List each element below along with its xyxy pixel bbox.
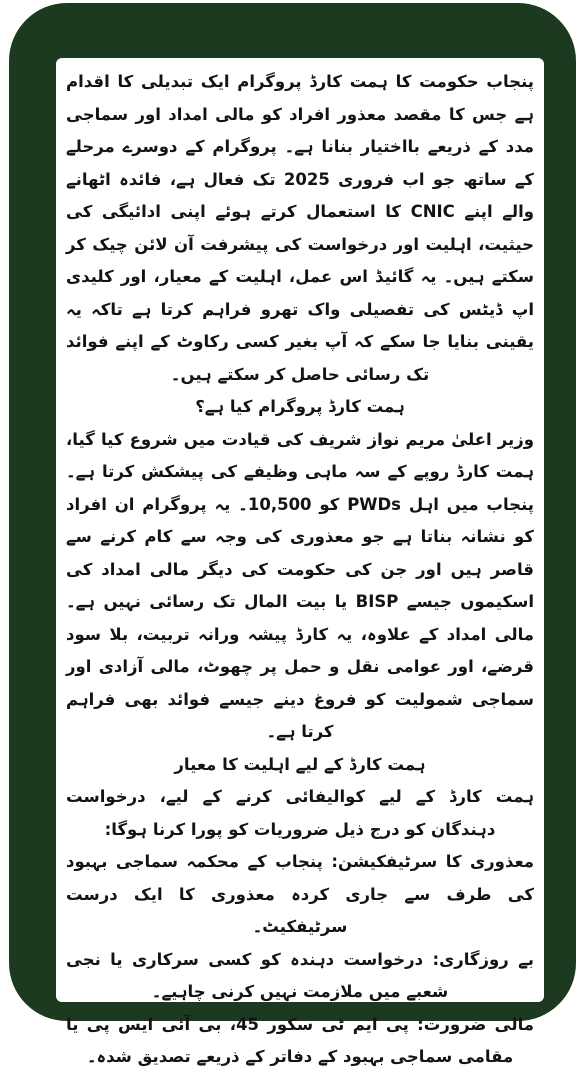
requirement-unemployment: بے روزگاری: درخواست دہندہ کو کسی سرکاری یا نجی شعبے میں ملازمت نہیں کرنی چاہیے۔ [66, 949, 534, 1001]
requirement-financial: مالی ضرورت: پی ایم ٹی سکور 45، بی آئی ایس پی یا مقامی سماجی بہبود کے دفاتر کے ذریعے تصدیق شدہ۔ [66, 1014, 534, 1066]
heading-eligibility: ہمت کارڈ کے لیے اہلیت کا معیار [174, 754, 426, 774]
eligibility-intro: ہمت کارڈ کے لیے کوالیفائی کرنے کے لیے، درخواست دہندگان کو درج ذیل ضروریات کو پورا کرنا ہوگا: [66, 787, 534, 839]
phone-notch [257, 25, 349, 45]
heading-what-is-program: ہمت کارڈ پروگرام کیا ہے؟ [195, 397, 405, 416]
phone-screen [56, 58, 544, 1066]
what-is-paragraph: وزیر اعلیٰ مریم نواز شریف کی قیادت میں شروع کیا گیا، ہمت کارڈ روپے کے سہ ماہی وظیفے کی پیشکش کرتا ہے۔ پنجاب میں اہل PWDs کو 10,500۔ یہ پروگرام ان افراد کو نشانہ بناتا ہے جو معذوری کی وجہ سے کام کرنے سے قاصر ہیں اور جن کی حکومت کی دیگر مالی امداد کی اسکیموں جیسے BISP یا بیت المال تک رسائی نہیں ہے۔ مالی امداد کے علاوہ، یہ کارڈ پیشہ ورانہ تربیت، بلا سود قرضے، اور عوامی نقل و حمل پر چھوٹ، مالی آزادی اور سماجی شمولیت کو فروغ دینے جیسے فوائد بھی فراہم کرتا ہے۔ [66, 429, 535, 741]
requirement-disability: معذوری کا سرٹیفکیشن: پنجاب کے محکمہ سماجی بہبود کی طرف سے جاری کردہ معذوری کا ایک درست سرٹیفکیٹ۔ [66, 852, 534, 936]
phone-frame [9, 3, 576, 1066]
intro-paragraph: پنجاب حکومت کا ہمت کارڈ پروگرام ایک تبدیلی کا اقدام ہے جس کا مقصد معذور افراد کو مالی امداد اور سماجی مدد کے ذریعے بااختیار بنانا ہے۔ پروگرام کے دوسرے مرحلے کے ساتھ جو اب فروری 2025 تک فعال ہے، فائدہ اٹھانے والے اپنے CNIC کا استعمال کرتے ہوئے اپنی ادائیگی کی حیثیت، اہلیت اور درخواست کی پیشرفت آن لائن چیک کر سکتے ہیں۔ یہ گائیڈ اس عمل، اہلیت کے معیار، اور کلیدی اپ ڈیٹس کی تفصیلی واک تھرو فراہم کرتا ہے تاکہ یہ یقینی بنایا جا سکے کہ آپ بغیر کسی رکاوٹ کے اپنے فوائد تک رسائی حاصل کر سکتے ہیں۔ [66, 72, 534, 384]
article-body [66, 66, 534, 1074]
